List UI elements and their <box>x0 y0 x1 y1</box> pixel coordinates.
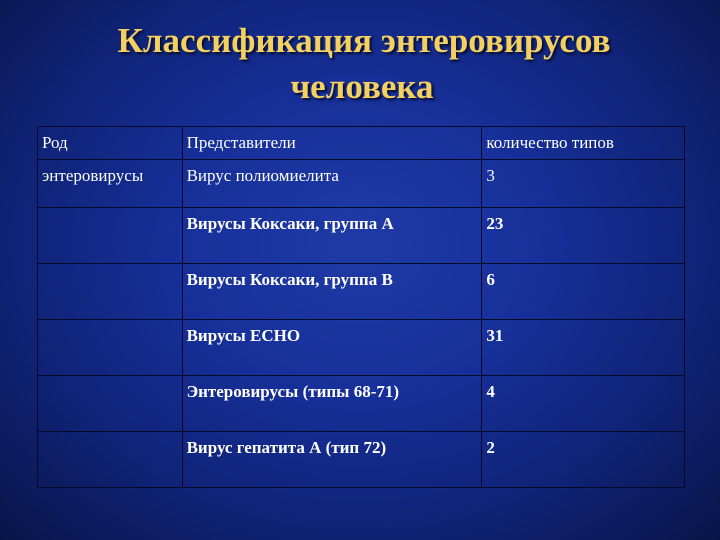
cell-genus <box>38 376 183 432</box>
table-row <box>38 432 685 488</box>
table-row <box>38 208 685 264</box>
enterovirus-classification-table <box>37 126 685 488</box>
table-row <box>38 264 685 320</box>
cell-representative: Вирус полиомиелита <box>182 160 482 208</box>
header-representatives: Представители <box>182 127 482 160</box>
cell-type-count: 31 <box>482 320 685 376</box>
cell-representative: Вирусы ЕСНО <box>182 320 482 376</box>
cell-genus <box>38 320 183 376</box>
cell-type-count: 4 <box>482 376 685 432</box>
cell-genus <box>38 264 183 320</box>
slide-title-line-1: Классификация энтеровирусов <box>117 21 611 60</box>
cell-representative: Вирус гепатита А (тип 72) <box>182 432 482 488</box>
cell-type-count: 6 <box>482 264 685 320</box>
cell-representative: Вирусы Коксаки, группа В <box>182 264 482 320</box>
cell-type-count: 2 <box>482 432 685 488</box>
table-row <box>38 160 685 208</box>
cell-representative: Вирусы Коксаки, группа А <box>182 208 482 264</box>
cell-representative: Энтеровирусы (типы 68-71) <box>182 376 482 432</box>
slide-title <box>0 18 720 110</box>
cell-type-count: 3 <box>482 160 685 208</box>
slide-title-line-2: человека <box>290 67 434 106</box>
cell-genus <box>38 208 183 264</box>
table-row <box>38 320 685 376</box>
cell-genus: энтеровирусы <box>38 160 183 208</box>
cell-type-count: 23 <box>482 208 685 264</box>
header-type-count: количество типов <box>482 127 685 160</box>
table-header-row <box>38 127 685 160</box>
header-genus: Род <box>38 127 183 160</box>
cell-genus <box>38 432 183 488</box>
table-row <box>38 376 685 432</box>
